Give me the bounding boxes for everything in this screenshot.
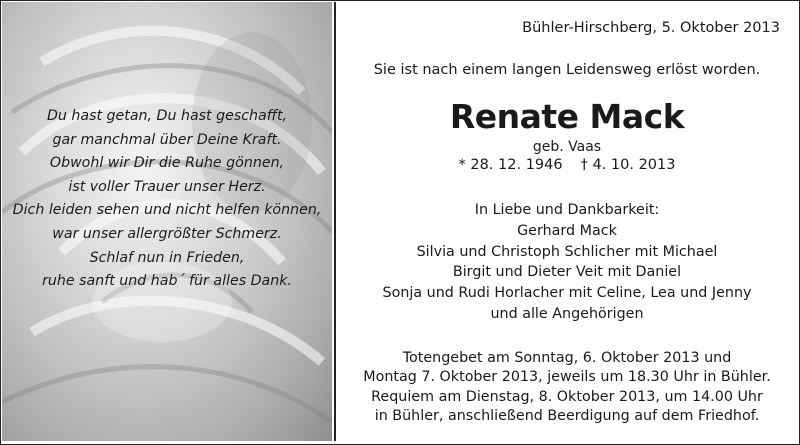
poem-line: ist voller Trauer unser Herz. bbox=[68, 178, 266, 195]
mourner-line: Sonja und Rudi Horlacher mit Celine, Lea und Jenny bbox=[382, 285, 752, 302]
poem-line: ruhe sanft und hab´ für alles Dank. bbox=[42, 273, 292, 290]
poem-line: Du hast getan, Du hast geschafft, bbox=[46, 108, 288, 124]
poem-line: Obwohl wir Dir die Ruhe gönnen, bbox=[49, 155, 285, 172]
death-date: † 4. 10. 2013 bbox=[580, 157, 676, 173]
place-date: Bühler-Hirschberg, 5. Oktober 2013 bbox=[522, 20, 780, 36]
mourner-line: und alle Angehörigen bbox=[490, 305, 644, 322]
poem-line: Schlaf nun in Frieden, bbox=[89, 249, 245, 266]
mourners bbox=[336, 200, 798, 325]
mourner-line: Gerhard Mack bbox=[517, 222, 617, 239]
intro-sentence: Sie ist nach einem langen Leidensweg erlöst worden. bbox=[373, 62, 761, 78]
service-info bbox=[336, 349, 798, 427]
mourner-line: Silvia und Christoph Schlicher mit Michael bbox=[416, 243, 718, 260]
mourner-line: Birgit und Dieter Veit mit Daniel bbox=[452, 264, 682, 281]
notice-text bbox=[336, 0, 798, 445]
poem-line: war unser allergrößter Schmerz. bbox=[52, 225, 282, 242]
poem bbox=[2, 105, 332, 294]
birth-date: * 28. 12. 1946 bbox=[458, 157, 563, 173]
service-line: Montag 7. Oktober 2013, jeweils um 18.30 Uhr in Bühler. bbox=[363, 369, 771, 386]
service-line: Requiem am Dienstag, 8. Oktober 2013, um 14.00 Uhr bbox=[371, 388, 763, 405]
deceased-name: Renate Mack bbox=[449, 97, 685, 136]
mourners-heading: In Liebe und Dankbarkeit: bbox=[474, 202, 660, 218]
birth-name: geb. Vaas bbox=[532, 139, 602, 155]
rose-photo bbox=[2, 2, 332, 441]
service-line: Totengebet am Sonntag, 6. Oktober 2013 und bbox=[402, 350, 732, 366]
life-dates bbox=[336, 157, 798, 173]
service-line: in Bühler, anschließend Beerdigung auf dem Friedhof. bbox=[374, 408, 760, 425]
poem-line: Dich leiden sehen und nicht helfen können, bbox=[12, 202, 322, 219]
poem-line: gar manchmal über Deine Kraft. bbox=[52, 131, 282, 148]
